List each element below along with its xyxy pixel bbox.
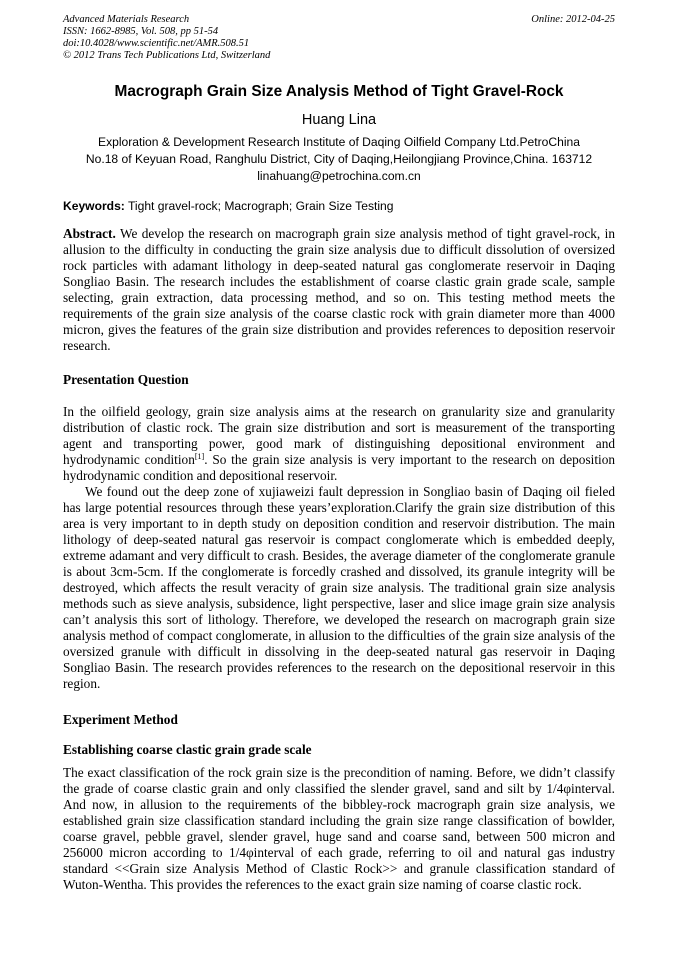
affiliation [63,134,615,185]
abstract-label: Abstract. [63,226,116,241]
author-name: Huang Lina [301,112,377,128]
paragraph-2: We found out the deep zone of xujiaweizi fault depression in Songliao basin of Daqing oil fieled has large potential resources through these years’exploration.Clarify the grain size distribution of this area is very important to in depth study on deposition condition and reservoir distribution. The main lithology of deep-seated natural gas reservoir is compact conglomerate which is embedded deeply, extreme adamant and very difficult to crash. Besides, the average diameter of the conglomerate granule is about 3cm-5cm. If the conglomerate is forcedly crashed and dissolved, its granule integrity will be destroyed, which affects the result veracity of grain size analysis. The traditional grain size analysis methods such as sieve analysis, subsidence, light perspective, laser and slice image grain size analysis can’t analysis this sort of lithology. Therefore, we developed the research on macrograph grain size analysis method of compact conglomerate, in allusion to the difficulties of the grain size analysis of the oversized granule with difficult in dissolving in the deep-seated natural gas reservoir in Daqing Songliao Basin. The research provides references to the research on the depositional reservoir in this region. [63,484,615,691]
paragraph-1 [63,404,615,484]
online-date: Online: 2012-04-25 [531,14,615,25]
author-email: linahuang@petrochina.com.cn [257,169,421,183]
section-heading-presentation: Presentation Question [63,372,189,387]
paragraph-3: The exact classification of the rock grain size is the precondition of naming. Before, we didn’t classify the grade of coarse clastic grain and only classified the slender gravel, sand and silt by 1/4φinterval. And now, in allusion to the requirements of the bibbley-rock macrograph grain size analysis, we established grain size classification standard including the grain size range classification of bowlder, coarse gravel, pebble gravel, slender gravel, huge sand and coarse sand, between 500 micron and 256000 micron according to 1/4φinterval of each grade, referring to oil and natural gas industry standard <<Grain size Analysis Method of Clastic Rock>> and granule classification standard of Wuton-Wentha. This provides the references to the exact grain size naming of coarse clastic rock. [63,765,615,892]
copyright-line: © 2012 Trans Tech Publications Ltd, Switzerland [63,50,271,61]
journal-name: Advanced Materials Research [63,14,190,25]
citation-ref-1: [1] [194,452,205,461]
abstract [63,226,615,354]
running-header [63,14,615,62]
subsection-heading-grain-scale: Establishing coarse clastic grain grade scale [63,742,312,757]
section-2-body [63,765,615,893]
keywords [63,198,615,215]
section-heading-experiment: Experiment Method [63,712,178,727]
issn-line: ISSN: 1662-8985, Vol. 508, pp 51-54 [63,26,219,37]
paper-page [63,14,615,893]
paper-title: Macrograph Grain Size Analysis Method of Tight Gravel-Rock [114,83,564,100]
affiliation-line-2: No.18 of Keyuan Road, Ranghulu District, City of Daqing,Heilongjiang Province,China. 163712 [85,152,593,166]
paragraph-1-text-a: In the oilfield geology, grain size analysis aims at the research on granularity size and granularity distribution of clastic rock. The grain size distribution and sort is measurement of the transporting agent and transporting power, good mark of distinguishing depositional environment and hydrodynamic condition [63,404,615,467]
paragraph-1-text-b: . So the grain size analysis is very important to the research on deposition hydrodynamic condition and depositional reservoir. [63,452,615,483]
keywords-label: Keywords: [63,199,125,213]
abstract-text: We develop the research on macrograph grain size analysis method of tight gravel-rock, in allusion to the difficulty in conducting the grain size analysis due to difficult dissolution of oversized rock particles with adamant lithology in deep-seated natural gas conglomerate reservoir in Daqing Songliao Basin. The research includes the establishment of coarse clastic grain grade scale, sample selecting, grain extraction, data processing method, and so on. This testing method meets the requirements of the grain size analysis of the coarse clastic rock with grain diameter more than 4000 micron, gives the features of the grain size distribution and provides references to deposition reservoir research. [63,226,615,353]
section-1-body [63,404,615,692]
doi-line: doi:10.4028/www.scientific.net/AMR.508.51 [63,38,250,49]
affiliation-line-1: Exploration & Development Research Institute of Daqing Oilfield Company Ltd.PetroChina [98,135,580,149]
keywords-text: Tight gravel-rock; Macrograph; Grain Size Testing [127,199,394,213]
